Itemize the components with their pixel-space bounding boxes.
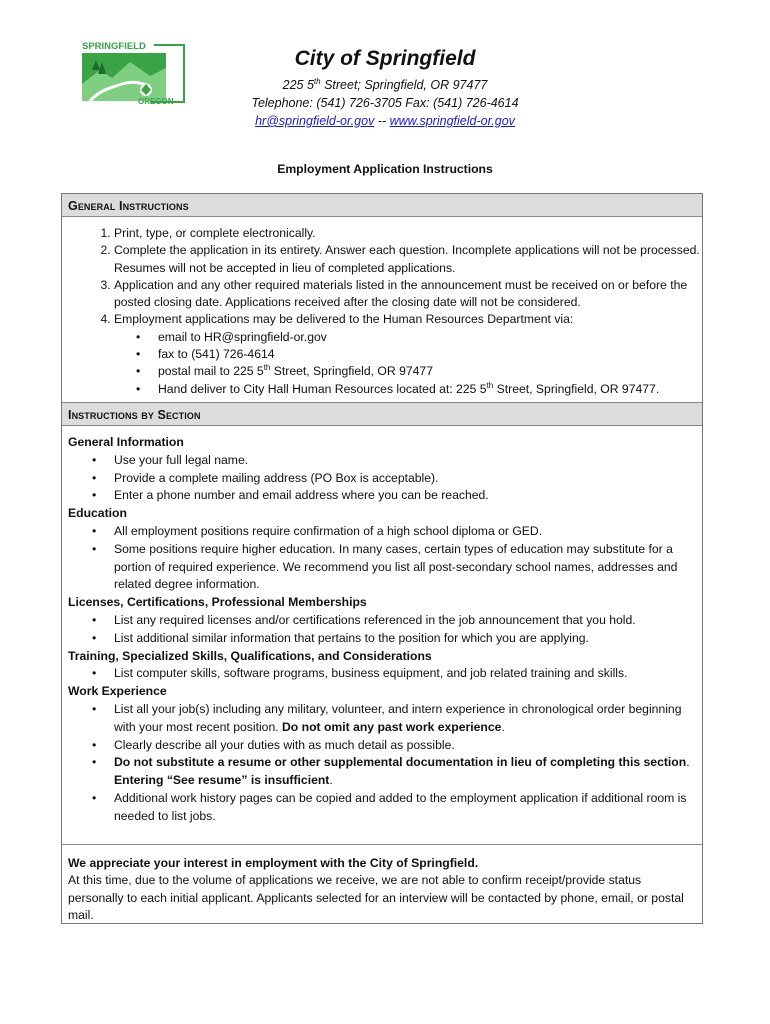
list-item: • List all your job(s) including any military, volunteer, and intern experience in chronological order beginning with your most recent position. Do not omit any past work experience. bbox=[92, 701, 702, 737]
list-item: • Enter a phone number and email address where you can be reached. bbox=[92, 487, 702, 505]
list-item: • List any required licenses and/or certifications referenced in the job announcement that you hold. bbox=[92, 612, 702, 630]
delivery-fax: • fax to (541) 726-4614 bbox=[136, 346, 702, 363]
address: 225 5th Street; Springfield, OR 97477 bbox=[282, 77, 488, 92]
by-section-content bbox=[62, 426, 702, 826]
training-title: Training, Specialized Skills, Qualifications, and Considerations bbox=[68, 648, 432, 663]
delivery-postal: • postal mail to 225 5th Street, Springfield, OR 97477 bbox=[136, 363, 702, 380]
list-item: • Clearly describe all your duties with as much detail as possible. bbox=[92, 737, 702, 755]
list-item: • Use your full legal name. bbox=[92, 452, 702, 470]
email-link[interactable]: hr@springfield-or.gov bbox=[255, 114, 375, 128]
document-subtitle: Employment Application Instructions bbox=[277, 162, 493, 176]
phone-fax: Telephone: (541) 726-3705 Fax: (541) 726-4614 bbox=[251, 96, 519, 110]
list-item: 1. Print, type, or complete electronically. bbox=[114, 225, 702, 242]
logo-top-text: SPRINGFIELD bbox=[82, 41, 146, 52]
list-item: • List computer skills, software programs, business equipment, and job related training and skills. bbox=[92, 665, 702, 683]
list-item: • All employment positions require confirmation of a high school diploma or GED. bbox=[92, 523, 702, 541]
list-item: 3. Application and any other required materials listed in the announcement must be received on or before the posted closing date. Applications received after the closing date will not be considered. bbox=[114, 277, 702, 312]
closing-text: At this time, due to the volume of applications we receive, we are not able to confirm receipt/provide status personally to each initial applicant. Applicants selected for an interview will be contacted by phone, email, or postal mail. bbox=[68, 873, 684, 922]
licenses-list bbox=[68, 612, 702, 648]
instructions-box bbox=[61, 193, 703, 924]
closing-bold: We appreciate your interest in employment with the City of Springfield. bbox=[68, 855, 479, 870]
delivery-hand: • Hand deliver to City Hall Human Resources located at: 225 5th Street, Springfield, OR 97477. bbox=[136, 381, 702, 398]
general-info-title: General Information bbox=[68, 434, 184, 449]
general-instructions-list bbox=[62, 225, 702, 398]
list-item: 2. Complete the application in its entirety. Answer each question. Incomplete applications will not be processed. Resumes will not be accepted in lieu of completed applications. bbox=[114, 242, 702, 277]
list-item: • Additional work history pages can be copied and added to the employment application if additional room is needed to list jobs. bbox=[92, 790, 702, 826]
list-item: 4. Employment applications may be delivered to the Human Resources Department via: • email to HR@springfield-or.gov • fax to (541) 726-4614 • postal mail to 225 5th Street, Springfield, OR 97477 • Hand deliver to City Hall Human Resources located at: 225 5th Street, Springfield, OR 97477. bbox=[114, 311, 702, 397]
by-section-heading: Instructions by Section bbox=[62, 402, 702, 426]
work-experience-title: Work Experience bbox=[68, 684, 167, 699]
training-list bbox=[68, 665, 702, 683]
delivery-email: • email to HR@springfield-or.gov bbox=[136, 329, 702, 346]
page-title: City of Springfield bbox=[294, 47, 476, 70]
delivery-methods bbox=[114, 329, 702, 398]
closing-note bbox=[62, 845, 702, 925]
general-info-list bbox=[68, 452, 702, 505]
education-list bbox=[68, 523, 702, 594]
letterhead bbox=[180, 46, 590, 130]
website-link[interactable]: www.springfield-or.gov bbox=[389, 114, 515, 128]
education-title: Education bbox=[68, 506, 127, 521]
list-item: • Do not substitute a resume or other supplemental documentation in lieu of completing this section. Entering “See resume” is insufficient. bbox=[92, 754, 702, 790]
work-experience-list bbox=[68, 701, 702, 826]
licenses-title: Licenses, Certifications, Professional Memberships bbox=[68, 595, 367, 610]
list-item: • Provide a complete mailing address (PO Box is acceptable). bbox=[92, 470, 702, 488]
list-item: • Some positions require higher education. In many cases, certain types of education may substitute for a portion of required experience. We recommend you list all post-secondary school names, addresses and related degree information. bbox=[92, 541, 702, 594]
list-item: • List additional similar information that pertains to the position for which you are applying. bbox=[92, 630, 702, 648]
logo-bottom-text: OREGON bbox=[138, 97, 174, 106]
general-instructions-heading: General Instructions bbox=[62, 194, 702, 217]
city-logo bbox=[80, 40, 188, 106]
contact-links: hr@springfield-or.gov -- www.springfield-or.gov bbox=[255, 114, 515, 128]
